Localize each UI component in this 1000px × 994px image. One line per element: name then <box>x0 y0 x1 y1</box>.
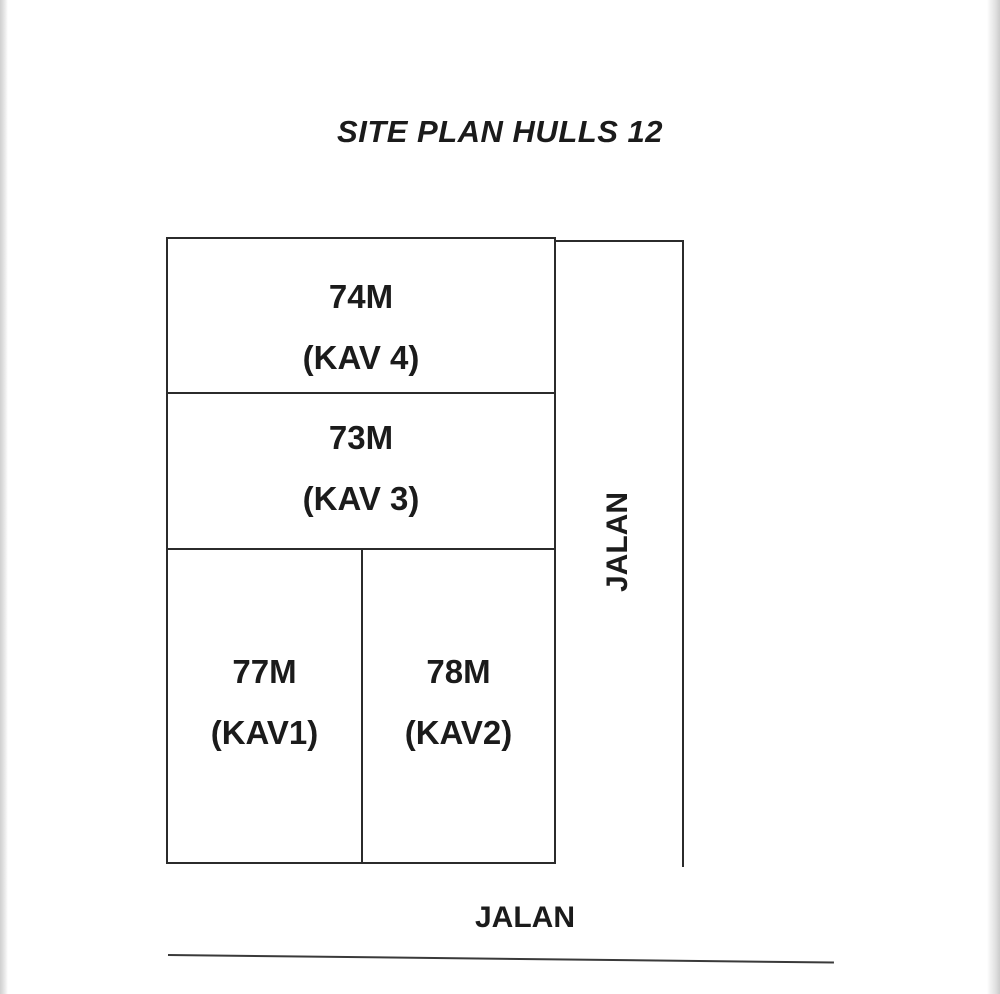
plot-kav4-name-label: (KAV 4) <box>302 339 420 376</box>
plot-kav4 <box>166 237 556 394</box>
right-road-top-boundary-line <box>556 240 684 242</box>
plot-kav2-size-label: 78M <box>426 653 491 690</box>
plot-kav1 <box>166 548 363 864</box>
right-road-outer-boundary-line <box>682 240 684 867</box>
right-road-label: JALAN <box>601 491 634 592</box>
page-title: SITE PLAN HULLS 12 <box>337 114 663 149</box>
plot-kav4-size-label: 74M <box>328 278 394 315</box>
plot-kav3-size-label: 73M <box>328 419 394 456</box>
plot-kav3-name-label: (KAV 3) <box>302 480 420 517</box>
plot-kav1-name-label: (KAV1) <box>210 714 319 751</box>
plot-kav1-size-label: 77M <box>232 653 297 690</box>
plot-kav2-name-label: (KAV2) <box>404 714 513 751</box>
plot-kav3 <box>166 392 556 550</box>
bottom-road-boundary-line <box>168 954 834 964</box>
plot-kav2 <box>361 548 556 864</box>
bottom-road-label: JALAN <box>474 901 575 934</box>
